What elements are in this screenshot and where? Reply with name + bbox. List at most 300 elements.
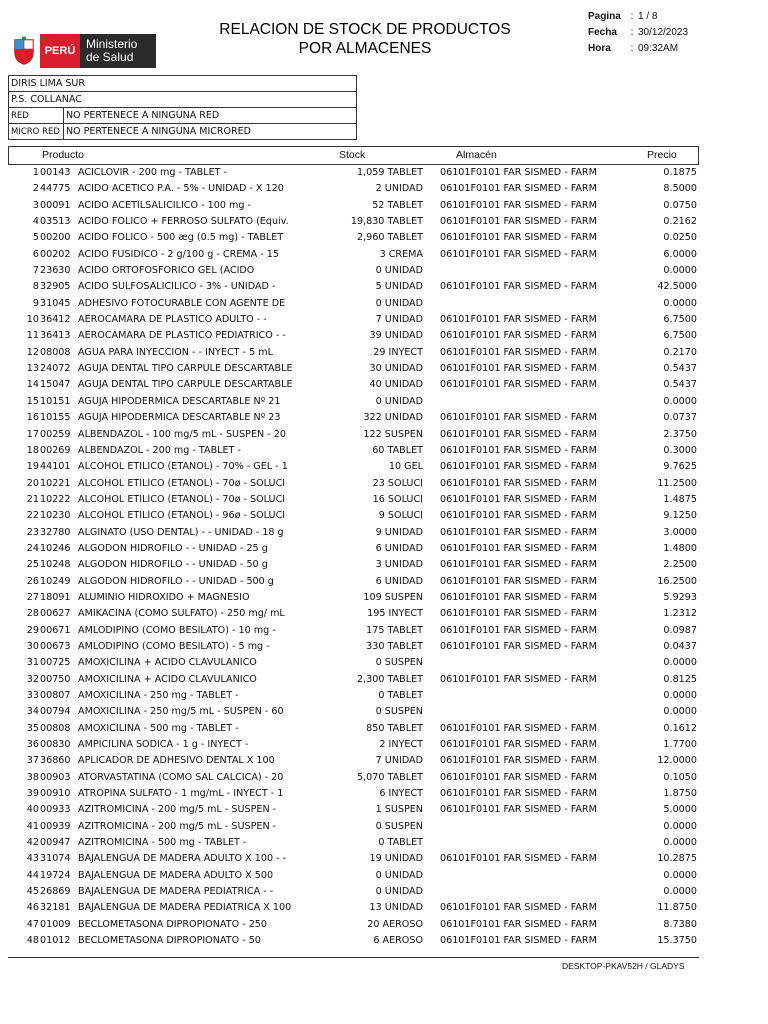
price-value: 1.8750 xyxy=(663,788,697,800)
table-row xyxy=(8,933,699,949)
price-value: 0.0000 xyxy=(663,837,697,849)
product-description: AMOXICILINA - 250 mg/5 mL - SUSPEN - 60 xyxy=(78,706,284,718)
product-code: 00830 xyxy=(40,739,71,751)
product-code: 26869 xyxy=(40,886,71,898)
price-value: 11.2500 xyxy=(657,477,697,489)
table-row xyxy=(8,312,699,328)
row-number: 47 xyxy=(26,918,39,930)
stock-value: 0 UNIDAD xyxy=(375,886,423,898)
row-number: 17 xyxy=(26,428,39,440)
price-value: 0.1050 xyxy=(663,771,697,783)
warehouse: 06101F0101 FAR SISMED - FARM xyxy=(440,412,597,424)
product-code: 00259 xyxy=(40,428,71,440)
warehouse: 06101F0101 FAR SISMED - FARM xyxy=(440,183,597,195)
row-number: 33 xyxy=(26,690,39,701)
table-row xyxy=(8,165,699,181)
product-description: BAJALENGUA DE MADERA PEDIATRICA - - xyxy=(78,886,274,898)
product-code: 00200 xyxy=(40,232,71,244)
product-code: 19724 xyxy=(40,869,71,881)
price-value: 0.0000 xyxy=(663,820,697,832)
row-number: 32 xyxy=(26,673,39,685)
stock-value: 2 UNIDAD xyxy=(375,183,423,195)
price-value: 42.5000 xyxy=(657,281,697,293)
stock-value: 7 UNIDAD xyxy=(375,755,423,767)
price-value: 0.0437 xyxy=(663,640,697,652)
product-code: 00269 xyxy=(40,444,71,456)
product-description: AZITROMICINA - 200 mg/5 mL - SUSPEN - xyxy=(78,804,277,816)
row-number: 4 xyxy=(32,216,39,228)
product-description: ALBENDAZOL - 100 mg/5 mL - SUSPEN - 20 xyxy=(78,428,286,440)
stock-value: 0 TABLET xyxy=(378,690,423,701)
table-row xyxy=(8,590,699,606)
product-code: 15047 xyxy=(40,379,71,391)
price-value: 0.2170 xyxy=(663,346,697,358)
price-value: 6.7500 xyxy=(663,314,697,326)
stock-value: 0 SUSPEN xyxy=(375,657,423,669)
row-number: 7 xyxy=(32,265,39,277)
product-code: 10222 xyxy=(40,493,71,505)
price-value: 0.1612 xyxy=(663,722,697,734)
row-number: 44 xyxy=(26,869,39,881)
stock-value: 2,300 TABLET xyxy=(356,673,423,685)
col-producto: Producto xyxy=(42,149,85,161)
table-row xyxy=(8,835,699,851)
table-row xyxy=(8,198,699,214)
row-number: 41 xyxy=(26,820,39,832)
price-value: 16.2500 xyxy=(657,575,697,587)
warehouse: 06101F0101 FAR SISMED - FARM xyxy=(440,199,597,211)
product-description: ALUMINIO HIDROXIDO + MAGNESIO xyxy=(78,591,250,603)
product-description: AMPICILINA SODICA - 1 g - INYECT - xyxy=(78,739,249,751)
price-value: 15.3750 xyxy=(657,935,697,947)
warehouse: 06101F0101 FAR SISMED - FARM xyxy=(440,542,597,554)
price-value: 0.5437 xyxy=(663,363,697,375)
table-row xyxy=(8,574,699,590)
warehouse: 06101F0101 FAR SISMED - FARM xyxy=(440,804,597,816)
warehouse: 06101F0101 FAR SISMED - FARM xyxy=(440,755,597,767)
stock-value: 0 SUSPEN xyxy=(375,706,423,718)
warehouse: 06101F0101 FAR SISMED - FARM xyxy=(440,428,597,440)
product-code: 10155 xyxy=(40,412,71,424)
row-number: 1 xyxy=(32,167,39,178)
ps-name: P.S. COLLANAC xyxy=(9,92,357,108)
fecha-value: 30/12/2023 xyxy=(638,27,689,38)
product-code: 36413 xyxy=(40,330,71,342)
row-number: 24 xyxy=(26,542,39,554)
stock-value: 322 UNIDAD xyxy=(363,412,423,424)
warehouse: 06101F0101 FAR SISMED - FARM xyxy=(440,510,597,522)
price-value: 0.0000 xyxy=(663,886,697,898)
row-number: 6 xyxy=(32,248,39,260)
stock-value: 19 UNIDAD xyxy=(369,853,423,865)
table-row xyxy=(8,247,699,263)
product-description: ACIDO FUSIDICO - 2 g/100 g - CREMA - 15 xyxy=(78,248,279,260)
row-number: 19 xyxy=(26,461,39,473)
stock-value: 122 SUSPEN xyxy=(363,428,423,440)
product-code: 00673 xyxy=(40,640,71,652)
price-value: 10.2875 xyxy=(657,853,697,865)
price-value: 6.0000 xyxy=(663,248,697,260)
warehouse: 06101F0101 FAR SISMED - FARM xyxy=(440,477,597,489)
stock-value: 30 UNIDAD xyxy=(369,363,423,375)
warehouse: 06101F0101 FAR SISMED - FARM xyxy=(440,167,597,178)
price-value: 0.3000 xyxy=(663,444,697,456)
warehouse: 06101F0101 FAR SISMED - FARM xyxy=(440,771,597,783)
price-value: 0.8125 xyxy=(663,673,697,685)
establishment-info xyxy=(8,75,357,140)
row-number: 30 xyxy=(26,640,39,652)
table-row xyxy=(8,639,699,655)
product-description: AMLODIPINO (COMO BESILATO) - 10 mg - xyxy=(78,624,276,636)
stock-value: 5,070 TABLET xyxy=(356,771,423,783)
product-description: ALCOHOL ETILICO (ETANOL) - 70ø - SOLUCI xyxy=(78,493,286,505)
table-row xyxy=(8,443,699,459)
table-row xyxy=(8,427,699,443)
table-row xyxy=(8,296,699,312)
stock-value: 0 SUSPEN xyxy=(375,820,423,832)
warehouse: 06101F0101 FAR SISMED - FARM xyxy=(440,461,597,473)
product-description: ACIDO ORTOFOSFORICO GEL (ACIDO xyxy=(78,265,255,277)
fecha-label: Fecha xyxy=(588,27,617,38)
table-row xyxy=(8,786,699,802)
row-number: 15 xyxy=(26,395,39,407)
stock-value: 29 INYECT xyxy=(373,346,423,358)
row-number: 8 xyxy=(32,281,39,293)
price-value: 1.7700 xyxy=(663,739,697,751)
row-number: 3 xyxy=(32,199,39,211)
table-row xyxy=(8,655,699,671)
price-value: 5.9293 xyxy=(663,591,697,603)
row-number: 12 xyxy=(26,346,39,358)
price-value: 8.7380 xyxy=(663,918,697,930)
product-code: 00808 xyxy=(40,722,71,734)
product-description: AGUJA DENTAL TIPO CARPULE DESCARTABLE xyxy=(78,379,293,391)
table-row xyxy=(8,214,699,230)
report-meta: Pagina : 1 / 8 Fecha : 30/12/2023 Hora : 09:32AM xyxy=(588,9,688,57)
stock-value: 9 UNIDAD xyxy=(375,526,423,538)
row-number: 5 xyxy=(32,232,39,244)
table-row xyxy=(8,721,699,737)
warehouse: 06101F0101 FAR SISMED - FARM xyxy=(440,248,597,260)
warehouse: 06101F0101 FAR SISMED - FARM xyxy=(440,739,597,751)
row-number: 38 xyxy=(26,771,39,783)
product-description: AMOXICILINA + ACIDO CLAVULANICO xyxy=(78,673,257,685)
product-code: 00947 xyxy=(40,837,71,849)
stock-value: 6 UNIDAD xyxy=(375,575,423,587)
product-description: ALGODON HIDROFILO - - UNIDAD - 50 g xyxy=(78,559,268,571)
product-code: 32780 xyxy=(40,526,71,538)
row-number: 37 xyxy=(26,755,39,767)
product-code: 00202 xyxy=(40,248,71,260)
product-description: BAJALENGUA DE MADERA PEDIATRICA X 100 xyxy=(78,902,292,914)
price-value: 0.2162 xyxy=(663,216,697,228)
warehouse: 06101F0101 FAR SISMED - FARM xyxy=(440,216,597,228)
price-value: 1.4800 xyxy=(663,542,697,554)
table-row xyxy=(8,802,699,818)
product-description: ALBENDAZOL - 200 mg - TABLET - xyxy=(78,444,241,456)
red-label: RED xyxy=(9,108,64,124)
hora-label: Hora xyxy=(588,43,611,54)
table-row xyxy=(8,394,699,410)
warehouse: 06101F0101 FAR SISMED - FARM xyxy=(440,640,597,652)
product-description: ACIDO ACETICO P.A. - 5% - UNIDAD - X 120 xyxy=(78,183,284,195)
product-code: 00091 xyxy=(40,199,71,211)
warehouse: 06101F0101 FAR SISMED - FARM xyxy=(440,935,597,947)
product-description: ACIDO FOLICO - 500 æg (0.5 mg) - TABLET xyxy=(78,232,284,244)
logo-minsa-text: Ministerio de Salud xyxy=(80,34,156,68)
product-description: AZITROMICINA - 200 mg/5 mL - SUSPEN - xyxy=(78,820,277,832)
price-value: 0.0000 xyxy=(663,297,697,309)
stock-value: 0 UNIDAD xyxy=(375,265,423,277)
col-stock: Stock xyxy=(339,149,366,161)
warehouse: 06101F0101 FAR SISMED - FARM xyxy=(440,673,597,685)
product-description: ATROPINA SULFATO - 1 mg/mL - INYECT - 1 xyxy=(78,788,284,800)
price-value: 1.2312 xyxy=(663,608,697,620)
warehouse: 06101F0101 FAR SISMED - FARM xyxy=(440,608,597,620)
row-number: 22 xyxy=(26,510,39,522)
warehouse: 06101F0101 FAR SISMED - FARM xyxy=(440,559,597,571)
product-description: ALCOHOL ETILICO (ETANOL) - 96ø - SOLUCI xyxy=(78,510,286,522)
row-number: 45 xyxy=(26,886,39,898)
stock-value: 39 UNIDAD xyxy=(369,330,423,342)
table-row xyxy=(8,377,699,393)
price-value: 3.0000 xyxy=(663,526,697,538)
product-description: APLICADOR DE ADHESIVO DENTAL X 100 xyxy=(78,755,275,767)
row-number: 43 xyxy=(26,853,39,865)
hora-value: 09:32AM xyxy=(638,43,679,54)
table-row xyxy=(8,263,699,279)
report-title-line1: RELACION DE STOCK DE PRODUCTOS xyxy=(219,21,511,38)
stock-value: 0 TABLET xyxy=(378,837,423,849)
product-code: 01012 xyxy=(40,935,71,947)
table-row xyxy=(8,410,699,426)
table-row xyxy=(8,623,699,639)
stock-table xyxy=(8,146,699,950)
price-value: 2.3750 xyxy=(663,428,697,440)
row-number: 39 xyxy=(26,788,39,800)
row-number: 18 xyxy=(26,444,39,456)
price-value: 12.0000 xyxy=(657,755,697,767)
product-code: 10249 xyxy=(40,575,71,587)
product-code: 00939 xyxy=(40,820,71,832)
product-code: 31045 xyxy=(40,297,71,309)
product-description: ACIDO ACETILSALICILICO - 100 mg - xyxy=(78,199,251,211)
product-description: BAJALENGUA DE MADERA ADULTO X 100 - - xyxy=(78,853,287,865)
row-number: 10 xyxy=(26,314,39,326)
warehouse: 06101F0101 FAR SISMED - FARM xyxy=(440,330,597,342)
product-description: ACIDO SULFOSALICILICO - 3% - UNIDAD - xyxy=(78,281,276,293)
product-code: 36860 xyxy=(40,755,71,767)
footer-user: DESKTOP-PKAV52H / GLADYS xyxy=(562,961,685,971)
product-code: 00627 xyxy=(40,608,71,620)
product-code: 00933 xyxy=(40,804,71,816)
price-value: 0.0000 xyxy=(663,265,697,277)
stock-value: 0 UNIDAD xyxy=(375,297,423,309)
table-header xyxy=(8,147,699,165)
product-code: 00794 xyxy=(40,706,71,718)
product-description: AGUJA HIPODERMICA DESCARTABLE Nº 23 xyxy=(78,412,281,424)
price-value: 11.8750 xyxy=(657,902,697,914)
warehouse: 06101F0101 FAR SISMED - FARM xyxy=(440,363,597,375)
table-row xyxy=(8,819,699,835)
product-code: 00807 xyxy=(40,690,71,701)
stock-value: 5 UNIDAD xyxy=(375,281,423,293)
product-code: 00750 xyxy=(40,673,71,685)
table-row xyxy=(8,361,699,377)
price-value: 0.0250 xyxy=(663,232,697,244)
price-value: 0.0000 xyxy=(663,657,697,669)
product-description: ALCOHOL ETILICO (ETANOL) - 70ø - SOLUCI xyxy=(78,477,286,489)
product-code: 00910 xyxy=(40,788,71,800)
product-code: 10230 xyxy=(40,510,71,522)
row-number: 21 xyxy=(26,493,39,505)
stock-value: 60 TABLET xyxy=(372,444,423,456)
product-code: 10248 xyxy=(40,559,71,571)
stock-value: 195 INYECT xyxy=(367,608,423,620)
warehouse: 06101F0101 FAR SISMED - FARM xyxy=(440,314,597,326)
table-row xyxy=(8,541,699,557)
pagina-label: Pagina xyxy=(588,11,621,22)
warehouse: 06101F0101 FAR SISMED - FARM xyxy=(440,379,597,391)
stock-value: 19,830 TABLET xyxy=(350,216,423,228)
stock-value: 20 AEROSO xyxy=(367,918,423,930)
stock-value: 9 SOLUCI xyxy=(378,510,423,522)
row-number: 29 xyxy=(26,624,39,636)
product-code: 01009 xyxy=(40,918,71,930)
product-code: 00725 xyxy=(40,657,71,669)
product-description: ALGODON HIDROFILO - - UNIDAD - 500 g xyxy=(78,575,274,587)
row-number: 9 xyxy=(32,297,39,309)
warehouse: 06101F0101 FAR SISMED - FARM xyxy=(440,853,597,865)
stock-value: 52 TABLET xyxy=(372,199,423,211)
report-title-line2: POR ALMACENES xyxy=(298,40,432,57)
table-row xyxy=(8,279,699,295)
stock-value: 6 UNIDAD xyxy=(375,542,423,554)
product-description: AZITROMICINA - 500 mg - TABLET - xyxy=(78,837,247,849)
product-description: AEROCAMARA DE PLASTICO ADULTO - - xyxy=(78,314,267,326)
price-value: 0.0737 xyxy=(663,412,697,424)
product-description: AMOXICILINA - 500 mg - TABLET - xyxy=(78,722,239,734)
price-value: 0.0000 xyxy=(663,869,697,881)
warehouse: 06101F0101 FAR SISMED - FARM xyxy=(440,493,597,505)
product-description: AEROCAMARA DE PLASTICO PEDIATRICO - - xyxy=(78,330,286,342)
product-code: 44775 xyxy=(40,183,71,195)
table-row xyxy=(8,770,699,786)
stock-value: 109 SUSPEN xyxy=(363,591,423,603)
price-value: 0.1875 xyxy=(663,167,697,178)
row-number: 28 xyxy=(26,608,39,620)
stock-value: 2 INYECT xyxy=(379,739,423,751)
stock-value: 175 TABLET xyxy=(366,624,423,636)
product-description: AGUJA HIPODERMICA DESCARTABLE Nº 21 xyxy=(78,395,281,407)
product-code: 18091 xyxy=(40,591,71,603)
stock-value: 0 UNIDAD xyxy=(375,869,423,881)
row-number: 14 xyxy=(26,379,39,391)
row-number: 25 xyxy=(26,559,39,571)
stock-value: 3 CREMA xyxy=(379,248,423,260)
product-description: ACIDO FOLICO + FERROSO SULFATO (Equiv. xyxy=(78,216,289,228)
product-description: BECLOMETASONA DIPROPIONATO - 50 xyxy=(78,935,261,947)
product-code: 00671 xyxy=(40,624,71,636)
table-row xyxy=(8,345,699,361)
table-row xyxy=(8,476,699,492)
stock-value: 1,059 TABLET xyxy=(356,167,423,178)
diris-name: DIRIS LIMA SUR xyxy=(9,76,357,92)
table-row xyxy=(8,688,699,704)
product-code: 23630 xyxy=(40,265,71,277)
row-number: 48 xyxy=(26,935,39,947)
row-number: 31 xyxy=(26,657,39,669)
row-number: 2 xyxy=(32,183,39,195)
price-value: 0.0000 xyxy=(663,706,697,718)
table-row xyxy=(8,917,699,933)
product-description: AGUJA DENTAL TIPO CARPULE DESCARTABLE xyxy=(78,363,293,375)
table-row xyxy=(8,672,699,688)
stock-value: 2,960 TABLET xyxy=(356,232,423,244)
stock-value: 23 SOLUCI xyxy=(372,477,423,489)
coat-of-arms-icon xyxy=(8,34,40,68)
stock-value: 40 UNIDAD xyxy=(369,379,423,391)
stock-value: 3 UNIDAD xyxy=(375,559,423,571)
price-value: 0.5437 xyxy=(663,379,697,391)
product-code: 44101 xyxy=(40,461,71,473)
stock-value: 7 UNIDAD xyxy=(375,314,423,326)
row-number: 35 xyxy=(26,722,39,734)
row-number: 11 xyxy=(26,330,39,342)
table-row xyxy=(8,181,699,197)
table-row xyxy=(8,884,699,900)
red-value: NO PERTENECE A NINGUNA RED xyxy=(64,108,357,124)
warehouse: 06101F0101 FAR SISMED - FARM xyxy=(440,526,597,538)
table-row xyxy=(8,868,699,884)
table-row xyxy=(8,557,699,573)
stock-value: 16 SOLUCI xyxy=(372,493,423,505)
stock-value: 13 UNIDAD xyxy=(369,902,423,914)
product-description: ALGODON HIDROFILO - - UNIDAD - 25 g xyxy=(78,542,268,554)
stock-value: 850 TABLET xyxy=(366,722,423,734)
product-code: 10151 xyxy=(40,395,71,407)
table-row xyxy=(8,525,699,541)
product-description: ATORVASTATINA (COMO SAL CALCICA) - 20 xyxy=(78,771,284,783)
price-value: 0.0000 xyxy=(663,395,697,407)
row-number: 26 xyxy=(26,575,39,587)
product-description: ACICLOVIR - 200 mg - TABLET - xyxy=(78,167,228,178)
row-number: 40 xyxy=(26,804,39,816)
col-almacen: Almacén xyxy=(456,149,497,161)
stock-value: 6 AEROSO xyxy=(373,935,423,947)
table-row xyxy=(8,230,699,246)
warehouse: 06101F0101 FAR SISMED - FARM xyxy=(440,722,597,734)
logo-peru-text: PERÚ xyxy=(40,34,80,68)
product-code: 08008 xyxy=(40,346,71,358)
price-value: 9.7625 xyxy=(663,461,697,473)
price-value: 6.7500 xyxy=(663,330,697,342)
row-number: 23 xyxy=(26,526,39,538)
row-number: 46 xyxy=(26,902,39,914)
warehouse: 06101F0101 FAR SISMED - FARM xyxy=(440,346,597,358)
price-value: 0.0987 xyxy=(663,624,697,636)
product-description: AMOXICILINA + ACIDO CLAVULANICO xyxy=(78,657,257,669)
price-value: 5.0000 xyxy=(663,804,697,816)
warehouse: 06101F0101 FAR SISMED - FARM xyxy=(440,591,597,603)
product-code: 10221 xyxy=(40,477,71,489)
table-body xyxy=(8,165,699,950)
warehouse: 06101F0101 FAR SISMED - FARM xyxy=(440,575,597,587)
product-code: 03513 xyxy=(40,216,71,228)
warehouse: 06101F0101 FAR SISMED - FARM xyxy=(440,281,597,293)
report-title xyxy=(200,20,530,58)
price-value: 0.0750 xyxy=(663,199,697,211)
